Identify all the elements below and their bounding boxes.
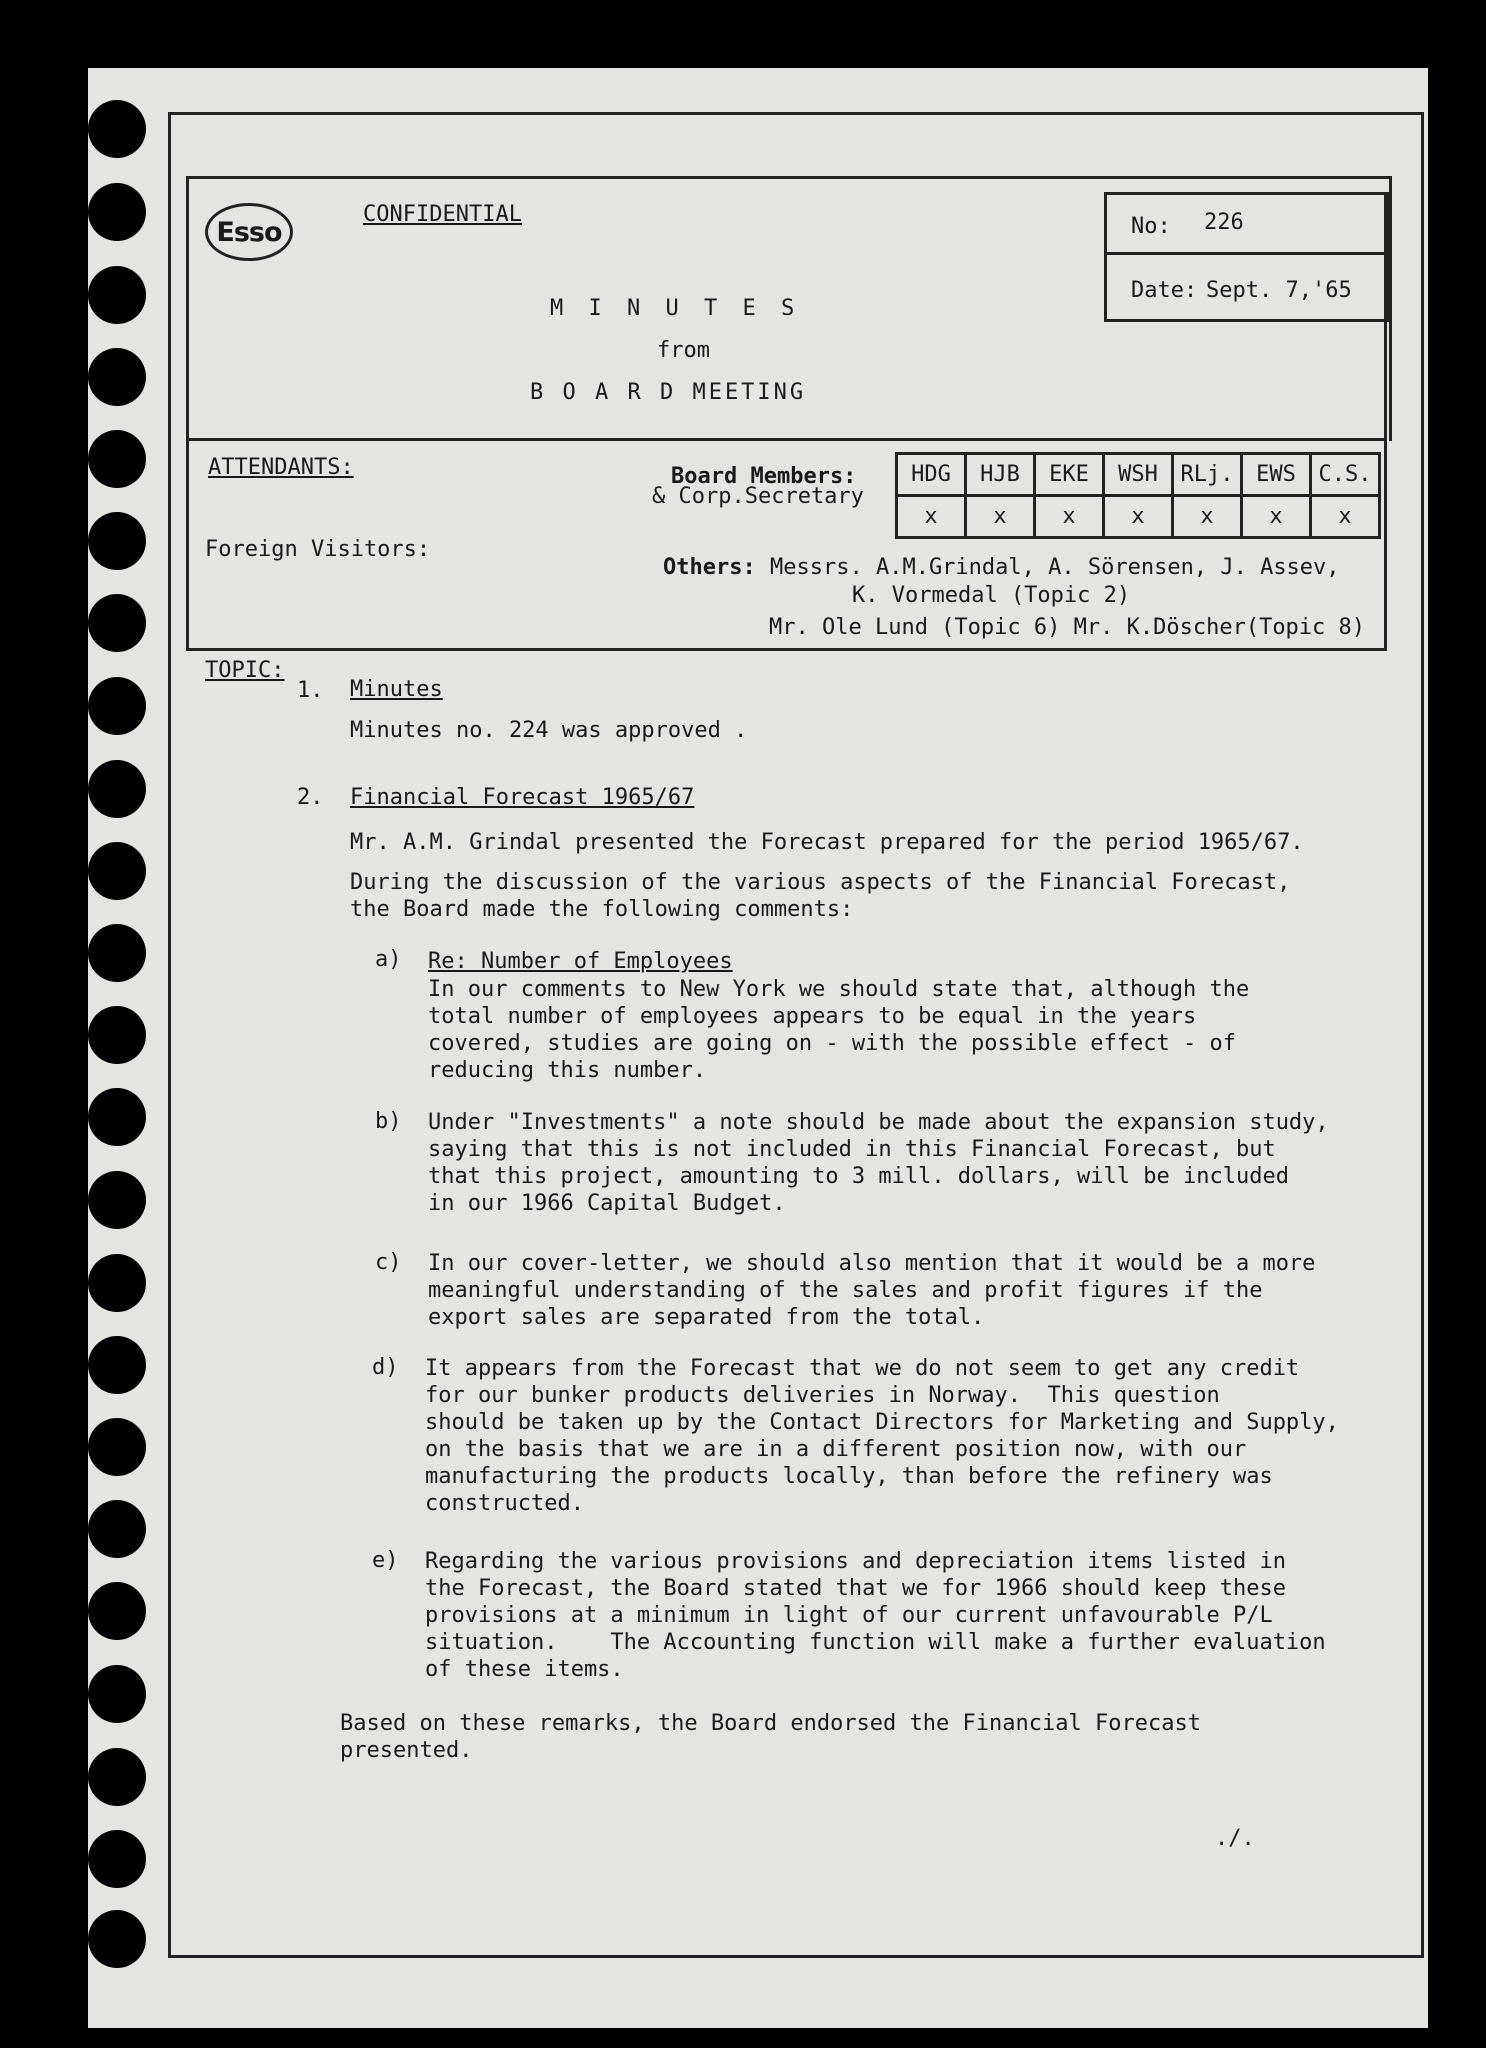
esso-logo: Esso: [205, 203, 293, 261]
binder-hole: [88, 1254, 146, 1312]
date-value: Sept. 7,'65: [1206, 278, 1352, 303]
comment-letter: a): [375, 947, 402, 972]
member-code: HJB: [966, 454, 1035, 496]
member-codes-row: [897, 454, 1380, 496]
binder-hole: [88, 677, 146, 735]
topic-2-number: 2.: [297, 785, 324, 810]
topic-1-title: Minutes: [350, 677, 443, 702]
comment-letter: b): [375, 1109, 402, 1134]
others-line-1: Messrs. A.M.Grindal, A. Sörensen, J. Assev,: [770, 555, 1340, 580]
member-code: EWS: [1242, 454, 1311, 496]
comment-letter: d): [372, 1355, 399, 1380]
attendants-top-rule: [186, 438, 1386, 441]
comment-b-text: Under "Investments" a note should be made about the expansion study, saying that this is not included in this Financial Forecast, but that this project, amounting to 3 mill. dollars, will be included in our 1966 Capital Budget.: [428, 1110, 1329, 1216]
header-left-rule: [186, 176, 189, 651]
attendants-bottom-rule: [186, 648, 1386, 651]
binder-hole: [88, 1910, 146, 1968]
title-board-meeting: B O A R D MEETING: [530, 380, 807, 405]
binder-hole: [88, 1418, 146, 1476]
binder-hole: [88, 1336, 146, 1394]
binder-hole: [88, 594, 146, 652]
member-mark: x: [1242, 496, 1311, 538]
member-code: C.S.: [1311, 454, 1380, 496]
member-mark: x: [897, 496, 966, 538]
binder-hole: [88, 1748, 146, 1806]
comment-a-text: In our comments to New York we should state that, although the total number of employees appears to be equal in the years covered, studies are going on - with the possible effect - of reducing this number.: [428, 977, 1250, 1083]
binder-hole: [88, 512, 146, 570]
others-line-2: K. Vormedal (Topic 2): [852, 583, 1131, 608]
topic-2-intro: Mr. A.M. Grindal presented the Forecast prepared for the period 1965/67.: [350, 830, 1304, 855]
topic-2-discussion: During the discussion of the various aspects of the Financial Forecast, the Board made the following comments:: [350, 870, 1291, 922]
header-right-rule: [1384, 192, 1387, 651]
binder-hole: [88, 430, 146, 488]
binder-hole: [88, 1665, 146, 1723]
date-label: Date:: [1131, 278, 1198, 303]
binder-hole: [88, 348, 146, 406]
comment-a-title: Re: Number of Employees: [428, 949, 733, 974]
comment-c-text: In our cover-letter, we should also mention that it would be a more meaningful understanding of the sales and profit figures if the export sales are separated from the total.: [428, 1251, 1316, 1330]
topic-2-title: Financial Forecast 1965/67: [350, 785, 695, 810]
number-label: No:: [1131, 214, 1171, 239]
corp-secretary-label: & Corp.Secretary: [652, 484, 864, 509]
member-code: EKE: [1035, 454, 1104, 496]
title-minutes: M I N U T E S: [550, 296, 801, 321]
binder-hole: [88, 1500, 146, 1558]
binder-hole: [88, 1582, 146, 1640]
binder-hole: [88, 1171, 146, 1229]
number-date-divider: [1104, 252, 1387, 255]
member-mark: x: [1035, 496, 1104, 538]
others-line-3: Mr. Ole Lund (Topic 6) Mr. K.Döscher(Topic 8): [769, 615, 1366, 640]
title-from: from: [657, 338, 710, 363]
topic-1-text: Minutes no. 224 was approved .: [350, 718, 748, 743]
board-members-table: [895, 452, 1381, 539]
attendants-label: ATTENDANTS:: [208, 455, 354, 480]
member-mark: x: [1104, 496, 1173, 538]
binder-hole: [88, 842, 146, 900]
topic-label: TOPIC:: [205, 658, 285, 683]
member-mark: x: [1173, 496, 1242, 538]
binder-hole: [88, 760, 146, 818]
foreign-visitors-label: Foreign Visitors:: [205, 537, 431, 562]
comment-d-text: It appears from the Forecast that we do not seem to get any credit for our bunker products deliveries in Norway. This question should be taken up by the Contact Directors for Marketing and Supply, on the basis that we are in a different position now, with our manufacturing the products locally, than before the refinery was constructed.: [425, 1356, 1339, 1516]
number-value: 226: [1204, 210, 1244, 235]
comment-e-text: Regarding the various provisions and depreciation items listed in the Forecast, the Board stated that we for 1966 should keep these provisions at a minimum in light of our current unfavourable P/L situation. The Accounting function will make a further evaluation of these items.: [425, 1549, 1326, 1682]
binder-hole: [88, 100, 146, 158]
binder-hole: [88, 1088, 146, 1146]
binder-hole: [88, 183, 146, 241]
binder-hole: [88, 266, 146, 324]
member-code: HDG: [897, 454, 966, 496]
member-mark: x: [966, 496, 1035, 538]
board-members-label: Board Members:: [671, 464, 857, 489]
closing-text: Based on these remarks, the Board endorsed the Financial Forecast presented.: [340, 1711, 1201, 1763]
comment-letter: c): [375, 1250, 402, 1275]
member-mark: x: [1311, 496, 1380, 538]
comment-letter: e): [372, 1548, 399, 1573]
confidential-label: CONFIDENTIAL: [363, 202, 522, 227]
binder-hole: [88, 1006, 146, 1064]
binder-hole: [88, 924, 146, 982]
topic-1-number: 1.: [297, 678, 324, 703]
binder-hole: [88, 1830, 146, 1888]
continued-mark: ./.: [1215, 1826, 1255, 1851]
member-code: RLj.: [1173, 454, 1242, 496]
member-marks-row: [897, 496, 1380, 538]
others-label: Others:: [663, 555, 756, 580]
member-code: WSH: [1104, 454, 1173, 496]
